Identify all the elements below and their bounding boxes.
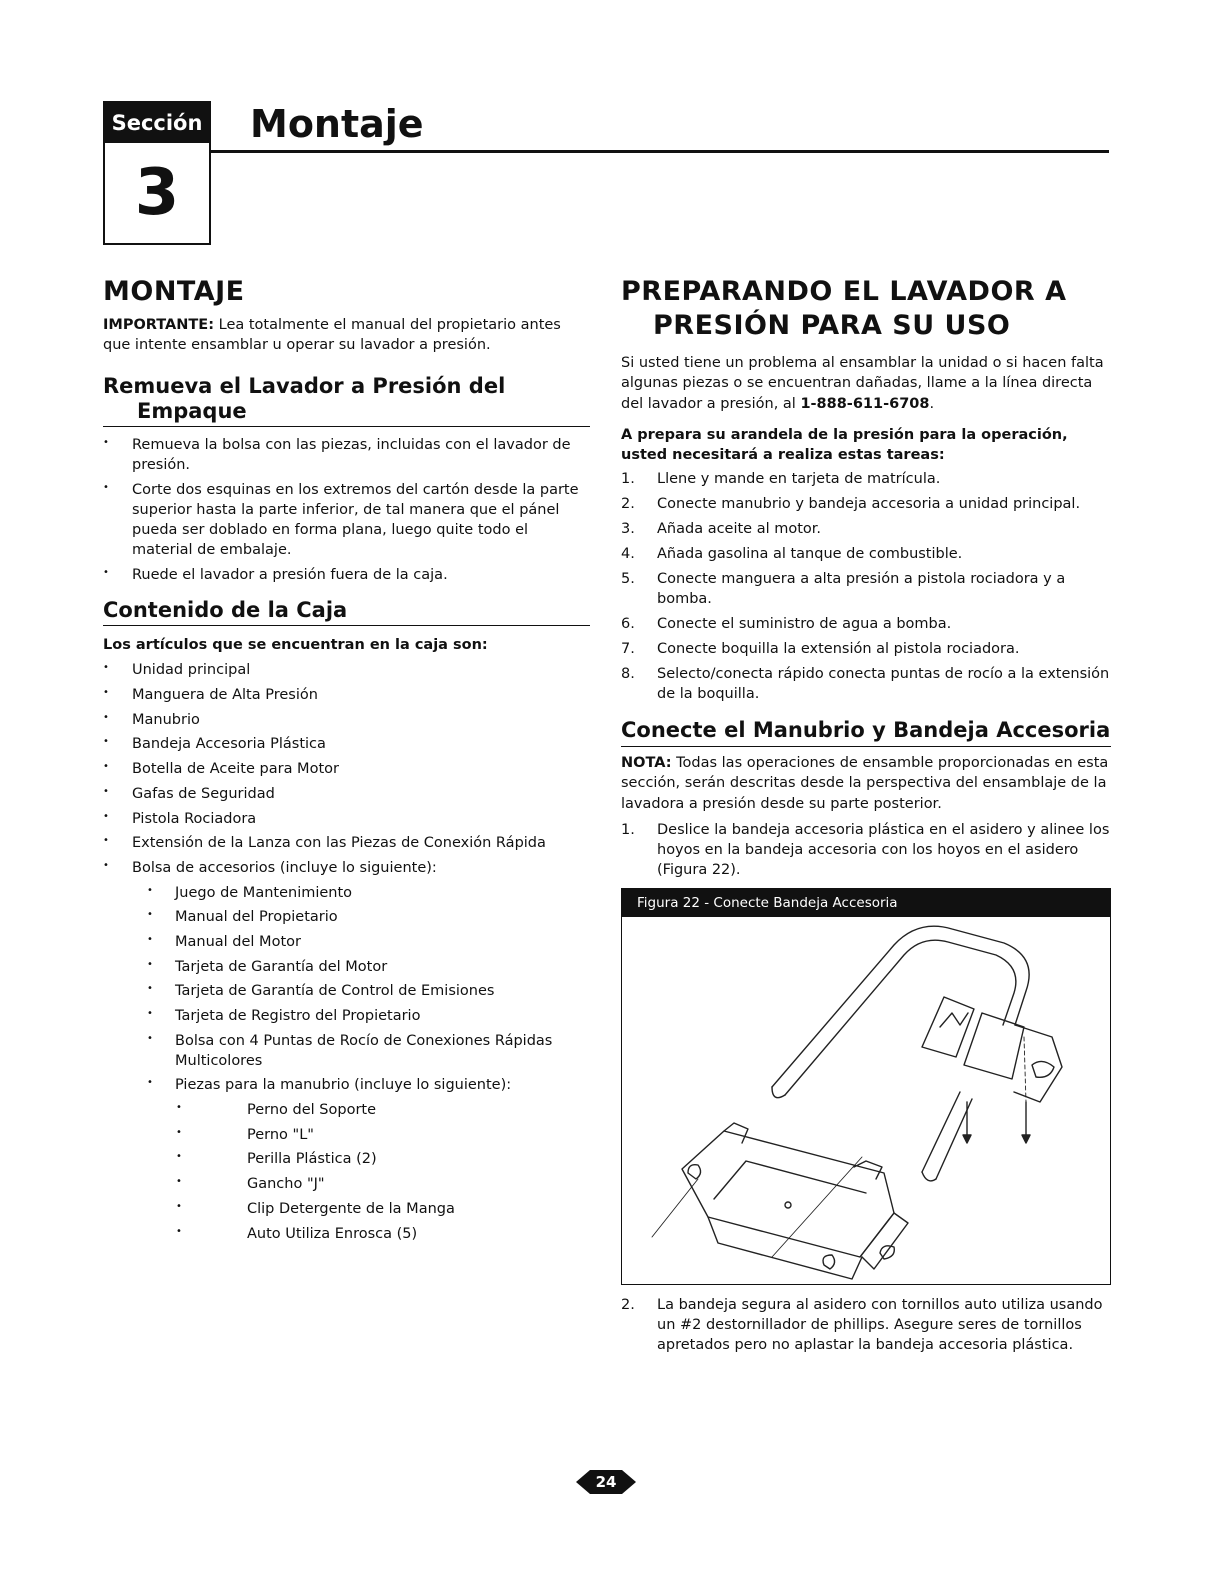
page-title: Montaje: [250, 102, 424, 146]
list-item: • Gancho "J": [103, 1174, 590, 1194]
montaje-heading: MONTAJE: [103, 276, 245, 307]
list-item: [621, 469, 1111, 489]
accessory-tray-illustration: [622, 917, 1109, 1284]
list-item: • Botella de Aceite para Motor: [103, 759, 590, 779]
list-item: • Perno "L": [103, 1125, 590, 1145]
contents-list: [103, 660, 590, 878]
list-item: • Tarjeta de Registro del Propietario: [103, 1006, 590, 1026]
tasks-lead: A prepara su arandela de la presión para la operación, usted necesitará a realiza estas tareas:: [621, 427, 1068, 463]
item-number: 4.: [621, 546, 635, 563]
important-label: IMPORTANTE:: [103, 316, 215, 333]
note-label: NOTA:: [621, 754, 672, 771]
item-text: Conecte manguera a alta presión a pistola rociadora y a bomba.: [657, 571, 1066, 608]
item-text: Conecte boquilla la extensión al pistola rociadora.: [657, 641, 1020, 658]
list-item: • Ruede el lavador a presión fuera de la caja.: [103, 565, 590, 585]
item-number: 1.: [621, 822, 635, 839]
tray-foot: [688, 1165, 701, 1179]
item-text: Deslice la bandeja accesoria plástica en el asidero y alinee los hoyos en la bandeja accesoria con los hoyos en el asidero (Figura 22).: [657, 822, 1110, 879]
list-item: • Bolsa con 4 Puntas de Rocío de Conexiones Rápidas Multicolores: [103, 1031, 590, 1071]
list-item: • Unidad principal: [103, 660, 590, 680]
contents-lead: Los artículos que se encuentran en la caja son:: [103, 636, 488, 653]
list-item: • Manubrio: [103, 710, 590, 730]
figure-22: [621, 888, 1111, 1285]
list-item: [621, 639, 1111, 659]
item-text: Selecto/conecta rápido conecta puntas de rocío a la extensión de la boquilla.: [657, 666, 1110, 703]
list-item: • Clip Detergente de la Manga: [103, 1199, 590, 1219]
page-number: 24: [595, 1473, 617, 1491]
item-number: 7.: [621, 641, 635, 658]
important-paragraph: [103, 315, 590, 356]
figure-title: Figura 22 - Conecte Bandeja Accesoria: [622, 889, 1110, 917]
list-item: • Tarjeta de Garantía de Control de Emisiones: [103, 981, 590, 1001]
list-item: • Corte dos esquinas en los extremos del cartón desde la parte superior hasta la parte inferior, de tal manera que el pánel pueda ser doblado en forma plana, luego quite todo el material de embalaje.: [103, 480, 590, 560]
list-item: [621, 820, 1111, 880]
list-item: • Manual del Motor: [103, 932, 590, 952]
title-rule: [211, 150, 1109, 153]
list-item: • Perno del Soporte: [103, 1100, 590, 1120]
bag-list: [103, 883, 590, 1096]
item-text: Añada aceite al motor.: [657, 521, 822, 538]
item-text: Conecte manubrio y bandeja accesoria a unidad principal.: [657, 496, 1081, 513]
list-item: • Tarjeta de Garantía del Motor: [103, 957, 590, 977]
item-text: Llene y mande en tarjeta de matrícula.: [657, 471, 941, 488]
item-number: 2.: [621, 1297, 635, 1314]
remove-list: [103, 435, 590, 584]
list-item: [621, 1295, 1111, 1355]
list-item: [621, 664, 1111, 704]
section-label: Sección: [105, 103, 209, 143]
item-number: 1.: [621, 471, 635, 488]
list-item: • Bolsa de accesorios (incluye lo siguiente):: [103, 858, 590, 878]
tasks-list: [621, 469, 1111, 704]
list-item: • Piezas para la manubrio (incluye lo siguiente):: [103, 1075, 590, 1095]
item-number: 5.: [621, 571, 635, 588]
item-number: 3.: [621, 521, 635, 538]
remove-heading-line2: Empaque: [137, 399, 247, 424]
note-text: Todas las operaciones de ensamble proporcionadas en esta sección, serán descritas desde la perspectiva del ensamblaje de la lavadora a presión desde su parte posterior.: [621, 754, 1109, 812]
accessory-tray: [682, 1131, 894, 1257]
item-text: Añada gasolina al tanque de combustible.: [657, 546, 963, 563]
list-item: • Manual del Propietario: [103, 907, 590, 927]
screw: [963, 1135, 971, 1143]
important-text: Lea totalmente el manual del propietario antes que intente ensamblar u operar su lavador a presión.: [103, 316, 561, 354]
handle-tube-inner: [785, 940, 1016, 1095]
preparing-heading-line1: PREPARANDO EL LAVADOR A: [621, 276, 1067, 307]
page-number-badge: [576, 1468, 636, 1496]
item-number: 2.: [621, 496, 635, 513]
item-number: 8.: [621, 666, 635, 683]
list-item: [621, 544, 1111, 564]
list-item: [621, 614, 1111, 634]
note-paragraph: [621, 753, 1111, 815]
item-text: Conecte el suministro de agua a bomba.: [657, 616, 952, 633]
list-item: [621, 569, 1111, 609]
list-item: • Manguera de Alta Presión: [103, 685, 590, 705]
list-item: • Auto Utiliza Enrosca (5): [103, 1224, 590, 1244]
intro-end: .: [929, 395, 935, 412]
list-item: • Gafas de Seguridad: [103, 784, 590, 804]
contents-heading: Contenido de la Caja: [103, 598, 590, 626]
list-item: [621, 519, 1111, 539]
right-column: [621, 275, 1111, 1360]
section-badge: [103, 101, 211, 245]
section-number: 3: [134, 156, 180, 230]
item-number: 6.: [621, 616, 635, 633]
phone-number: 1-888-611-6708: [800, 395, 930, 412]
preparing-heading-line2: PRESIÓN PARA SU USO: [653, 309, 1011, 341]
list-item: • Perilla Plástica (2): [103, 1149, 590, 1169]
remove-heading-line1: Remueva el Lavador a Presión del: [103, 373, 506, 398]
handle-lower-tube: [922, 1092, 960, 1172]
item-text: La bandeja segura al asidero con tornillos auto utiliza usando un #2 destornillador de phillips. Asegure seres de tornillos apretados pero no aplastar la bandeja accesoria plástica.: [657, 1297, 1103, 1354]
list-item: • Extensión de la Lanza con las Piezas de Conexión Rápida: [103, 833, 590, 853]
connect-heading: Conecte el Manubrio y Bandeja Accesoria: [621, 718, 1111, 746]
step1-list: [621, 820, 1111, 880]
remove-heading: [103, 374, 590, 427]
list-item: [621, 494, 1111, 514]
preparing-heading: [621, 275, 1111, 343]
intro-text: Si usted tiene un problema al ensamblar la unidad o si hacen falta algunas piezas o se encuentran dañadas, llame a la línea directa del lavador a presión, al: [621, 354, 1104, 412]
intro-paragraph: [621, 353, 1111, 415]
list-item: • Juego de Mantenimiento: [103, 883, 590, 903]
handle-parts-list: [103, 1100, 590, 1243]
step2-list: [621, 1295, 1111, 1355]
handle-tube-outer: [772, 927, 1029, 1088]
left-column: [103, 275, 590, 1248]
list-item: • Pistola Rociadora: [103, 809, 590, 829]
list-item: • Bandeja Accesoria Plástica: [103, 734, 590, 754]
list-item: • Remueva la bolsa con las piezas, incluidas con el lavador de presión.: [103, 435, 590, 475]
